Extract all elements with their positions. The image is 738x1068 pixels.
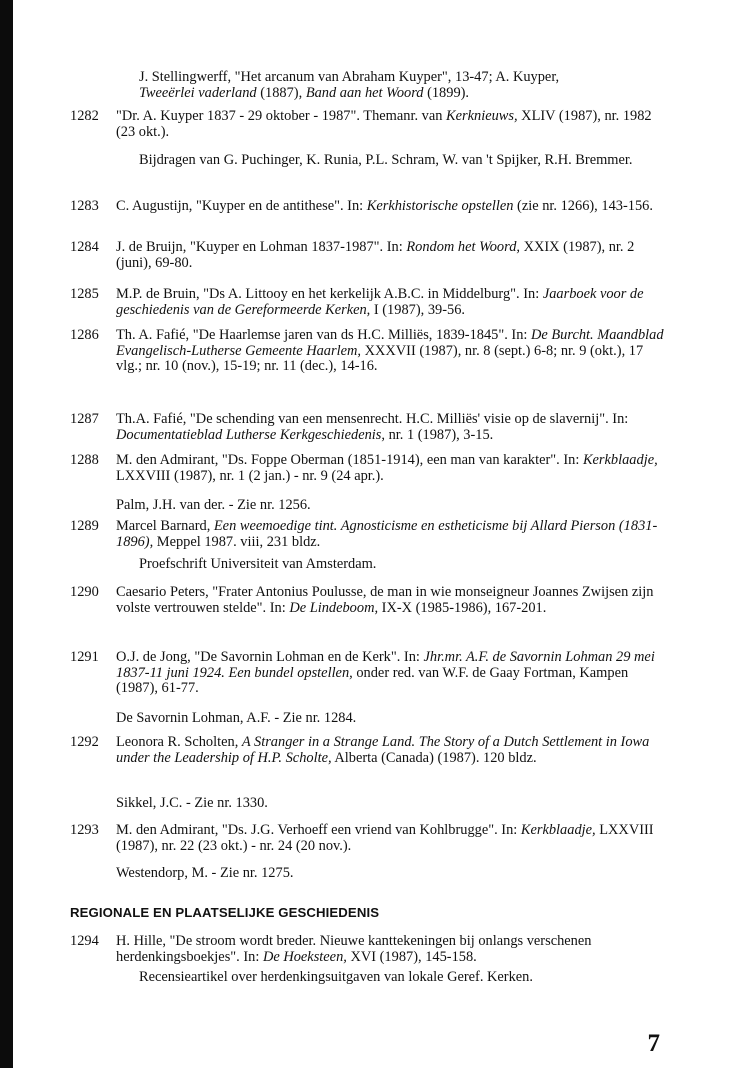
citation-details: LXXVIII (1987), nr. 1 (2 jan.) - nr. 9 (24 apr.). bbox=[116, 467, 384, 484]
entry-number: 1290 bbox=[70, 584, 99, 600]
entry-number: 1288 bbox=[70, 452, 99, 468]
citation-title: De Lindeboom, bbox=[289, 599, 379, 616]
entry-note: Proefschrift Universiteit van Amsterdam. bbox=[139, 556, 377, 572]
intro-text-mid: (1887), bbox=[256, 84, 306, 101]
cross-reference: Palm, J.H. van der. - Zie nr. 1256. bbox=[116, 497, 311, 513]
intro-text-end: (1899). bbox=[423, 84, 470, 101]
section-heading: REGIONALE EN PLAATSELIJKE GESCHIEDENIS bbox=[70, 905, 380, 920]
entry-citation bbox=[116, 735, 668, 766]
citation-details: XLIV (1987), nr. 1982 (23 okt.). bbox=[116, 108, 652, 140]
citation-title: Rondom het Woord, bbox=[406, 239, 520, 255]
citation-text: C. Augustijn, "Kuyper en de antithese". In: bbox=[116, 198, 367, 214]
entry-citation bbox=[116, 412, 668, 443]
entry-number: 1291 bbox=[70, 649, 99, 665]
citation-details: Meppel 1987. viii, 231 bldz. bbox=[153, 533, 321, 550]
entry-citation bbox=[116, 287, 668, 318]
entry-citation bbox=[116, 240, 668, 271]
citation-title: De Burcht. Maandblad Evangelisch-Lutherse Gemeente Haarlem, bbox=[116, 327, 664, 359]
citation-details: XXXVII (1987), nr. 8 (sept.) 6-8; nr. 9 (okt.), 17 vlg.; nr. 10 (nov.), 15-19; nr. 11 (dec.), 14-16. bbox=[116, 342, 644, 374]
intro-title-2: Band aan het Woord bbox=[305, 84, 424, 101]
citation-text: Marcel Barnard, bbox=[116, 518, 214, 534]
entry-citation bbox=[116, 109, 668, 140]
citation-title: Jhr.mr. A.F. de Savornin Lohman 29 mei 1837-11 juni 1924. Een bundel opstellen, bbox=[116, 649, 655, 681]
entry-number: 1285 bbox=[70, 286, 99, 302]
citation-title: Kerkblaadje, bbox=[582, 452, 658, 468]
page-number: 7 bbox=[647, 1030, 660, 1057]
intro-text: J. Stellingwerff, "Het arcanum van Abraham Kuyper", 13-47; A. Kuyper, bbox=[139, 69, 560, 85]
citation-text: M. den Admirant, "Ds. J.G. Verhoeff een vriend van Kohlbrugge". In: bbox=[116, 822, 521, 838]
entry-number: 1286 bbox=[70, 327, 99, 343]
entry-note: Bijdragen van G. Puchinger, K. Runia, P.L. Schram, W. van 't Spijker, R.H. Bremmer. bbox=[139, 152, 633, 168]
intro-continuation bbox=[139, 70, 659, 101]
intro-title-1: Tweeërlei vaderland bbox=[139, 84, 257, 101]
entry-number: 1294 bbox=[70, 933, 99, 949]
citation-title: Kerkblaadje, bbox=[520, 822, 596, 838]
citation-text: J. de Bruijn, "Kuyper en Lohman 1837-1987". In: bbox=[116, 239, 407, 255]
citation-details: LXXVIII (1987), nr. 22 (23 okt.) - nr. 24 (20 nov.). bbox=[116, 822, 654, 854]
entry-1282 bbox=[70, 109, 670, 189]
citation-text: Leonora R. Scholten, bbox=[116, 734, 242, 750]
entry-citation bbox=[116, 650, 668, 697]
citation-text: O.J. de Jong, "De Savornin Lohman en de Kerk". In: bbox=[116, 649, 424, 665]
entry-1294 bbox=[70, 934, 670, 1014]
entry-citation bbox=[116, 453, 668, 484]
citation-title: Documentatieblad Lutherse Kerkgeschiedenis, bbox=[116, 426, 385, 443]
entry-number: 1289 bbox=[70, 518, 99, 534]
entry-number: 1283 bbox=[70, 198, 99, 214]
citation-details: onder red. van W.F. de Gaay Fortman, Kampen (1987), 61-77. bbox=[116, 664, 629, 696]
citation-details: nr. 1 (1987), 3-15. bbox=[384, 426, 494, 443]
entry-number: 1282 bbox=[70, 108, 99, 124]
citation-title: Kerknieuws, bbox=[446, 108, 518, 124]
citation-title: Kerkhistorische opstellen bbox=[366, 198, 514, 214]
citation-text: H. Hille, "De stroom wordt breder. Nieuwe kanttekeningen bij onlangs verschenen herdenkingsboekjes". In: bbox=[116, 933, 592, 965]
entry-citation bbox=[116, 519, 668, 550]
entry-number: 1284 bbox=[70, 239, 99, 255]
citation-title: Jaarboek voor de geschiedenis van de Gereformeerde Kerken, bbox=[116, 286, 644, 318]
entry-note: Recensieartikel over herdenkingsuitgaven van lokale Geref. Kerken. bbox=[139, 969, 533, 985]
citation-text: M.P. de Bruin, "Ds A. Littooy en het kerkelijk A.B.C. in Middelburg". In: bbox=[116, 286, 543, 302]
entry-1286 bbox=[70, 328, 670, 408]
citation-details: (zie nr. 1266), 143-156. bbox=[513, 198, 653, 214]
citation-text: "Dr. A. Kuyper 1837 - 29 oktober - 1987". Themanr. van bbox=[116, 108, 447, 124]
citation-text: Caesario Peters, "Frater Antonius Poulusse, de man in wie monseigneur Joannes Zwijsen zijn volste vertrouwen stelde". In: bbox=[116, 584, 654, 616]
entry-number: 1293 bbox=[70, 822, 99, 838]
entry-citation bbox=[116, 934, 668, 965]
entry-citation bbox=[116, 328, 668, 375]
entry-1293 bbox=[70, 823, 670, 903]
citation-details: XVI (1987), 145-158. bbox=[346, 948, 477, 965]
citation-title: De Hoeksteen, bbox=[262, 948, 347, 965]
citation-details: I (1987), 39-56. bbox=[370, 301, 466, 318]
entry-citation bbox=[116, 199, 668, 215]
entry-citation bbox=[116, 585, 668, 616]
citation-title: A Stranger in a Strange Land. The Story of a Dutch Settlement in Iowa under the Leadership of H.P. Scholte, bbox=[116, 734, 650, 766]
entry-number: 1292 bbox=[70, 734, 99, 750]
cross-reference: Sikkel, J.C. - Zie nr. 1330. bbox=[116, 795, 268, 811]
cross-reference: De Savornin Lohman, A.F. - Zie nr. 1284. bbox=[116, 710, 357, 726]
citation-details: IX-X (1985-1986), 167-201. bbox=[378, 599, 547, 616]
citation-details: Alberta (Canada) (1987). 120 bldz. bbox=[331, 749, 537, 766]
citation-text: M. den Admirant, "Ds. Foppe Oberman (1851-1914), een man van karakter". In: bbox=[116, 452, 583, 468]
citation-text: Th. A. Fafié, "De Haarlemse jaren van ds H.C. Milliës, 1839-1845". In: bbox=[116, 327, 532, 343]
citation-title: Een weemoedige tint. Agnosticisme en estheticisme bij Allard Pierson (1831-1896), bbox=[116, 518, 658, 550]
cross-reference: Westendorp, M. - Zie nr. 1275. bbox=[116, 865, 294, 881]
citation-details: XXIX (1987), nr. 2 (juni), 69-80. bbox=[116, 239, 635, 271]
citation-text: Th.A. Fafié, "De schending van een mensenrecht. H.C. Milliës' visie op de slavernij". In: bbox=[116, 411, 629, 427]
entry-number: 1287 bbox=[70, 411, 99, 427]
entry-citation bbox=[116, 823, 668, 854]
